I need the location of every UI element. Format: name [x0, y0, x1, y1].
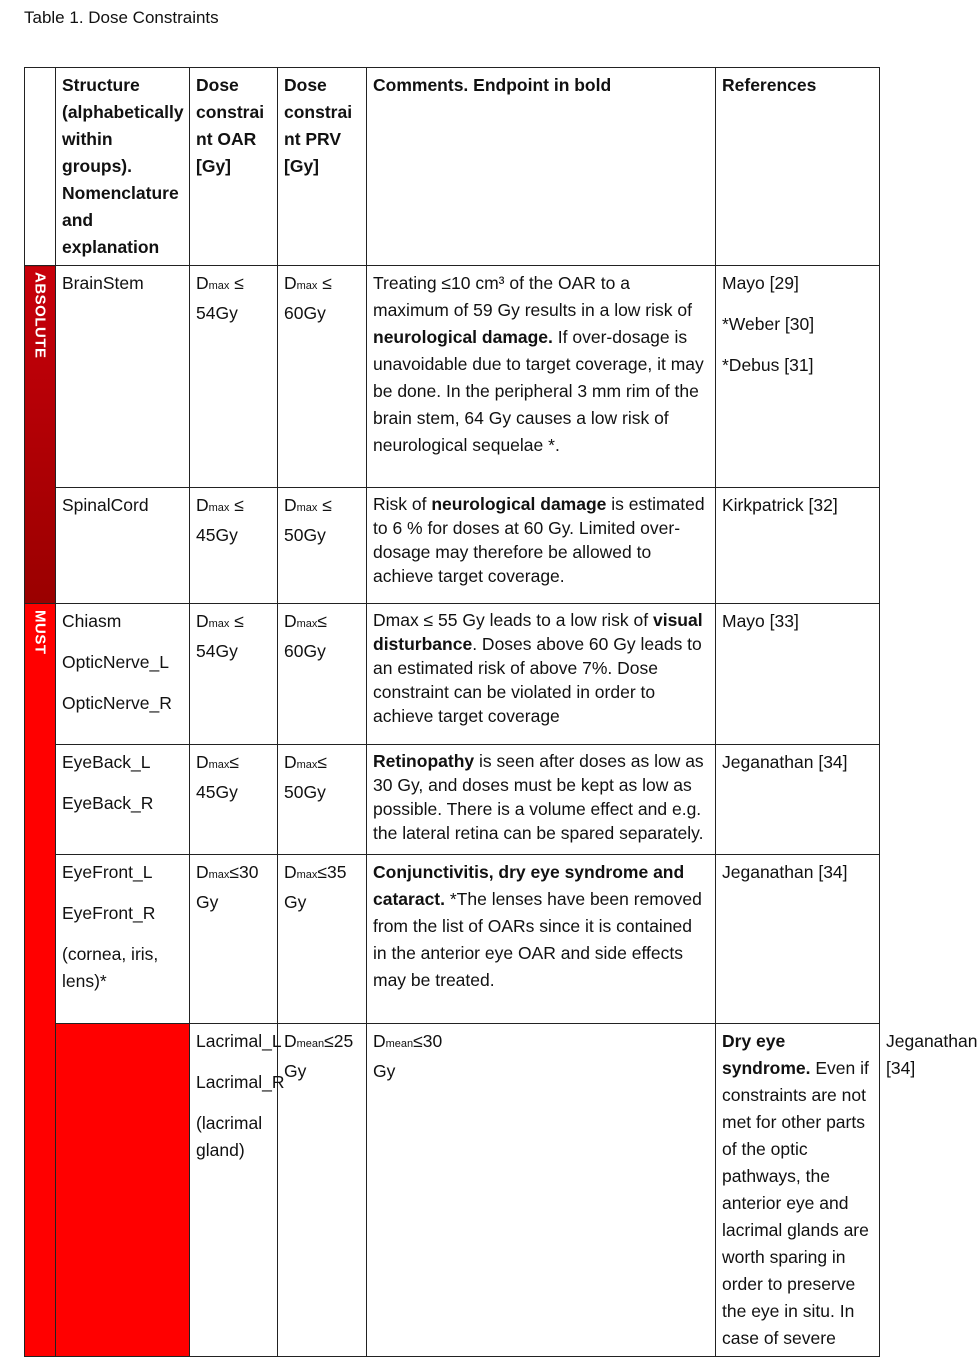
comment-text: is estimated to 6 % for doses at 60 Gy. Limited over-dosage may therefore be allowed to achieve target coverage. [373, 494, 705, 586]
prv-constraint-value: 60Gy [284, 303, 326, 323]
header-band-cell [25, 68, 56, 266]
comment-text: . Doses above 60 Gy leads to an estimated risk of above 7%. Dose constraint can be violated in order to achieve target coverage [373, 634, 702, 726]
oar-constraint-line [196, 749, 272, 779]
dose-symbol: D [284, 862, 297, 882]
comment-text: If over-dosage is unavoidable due to target coverage, it may be done. In the peripheral 3 mm rim of the brain stem, 64 Gy causes a low risk of neurological sequelae *. [373, 327, 704, 455]
oar-constraint-line [196, 270, 272, 300]
dose-subscript: mean [385, 1038, 414, 1050]
dose-symbol: D [284, 495, 297, 515]
oar-constraint-line [196, 608, 272, 638]
dose-operator: ≤ [229, 752, 240, 772]
oar-constraint-value: Gy [196, 892, 219, 912]
prv-constraint-line [284, 608, 361, 638]
comment-cell [367, 266, 716, 488]
oar-constraint-value: Gy [284, 1061, 307, 1081]
prv-constraint-line [284, 749, 361, 779]
structure-cell [56, 745, 190, 855]
dose-symbol: D [284, 611, 297, 631]
references-cell [716, 488, 880, 604]
table-row [25, 745, 880, 855]
dose-operator: ≤ [317, 752, 328, 772]
dose-symbol: D [196, 862, 209, 882]
dose-subscript: max [296, 502, 318, 514]
dose-operator: ≤ [317, 273, 332, 293]
prv-constraint-value: 50Gy [284, 525, 326, 545]
table-row: Lacrimal_L Lacrimal_R (lacrimal gland) Dmean≤25 Gy Dmean≤30 Gy Dry eye syndrome. Even if constraints are not met for other parts of the optic pathways, the anterior eye and lacrimal glands are worth sparing in order to preserve the eye in situ. In case of severe Jeganathan [34] [25, 1024, 880, 1357]
endpoint-text: Conjunctivitis, dry eye syndrome and cataract. [373, 862, 685, 909]
references-cell [716, 745, 880, 855]
dose-subscript: max [296, 869, 318, 881]
structure-name: Lacrimal_L [196, 1031, 282, 1051]
comment-text: is seen after doses as low as 30 Gy, and doses must be kept as low as possible. There is a volume effect and e.g. the lateral retina can be spared separately. [373, 751, 704, 843]
comment-text: Even if constraints are not met for other parts of the optic pathways, the anterior eye and lacrimal glands are worth sparing in order to preserve the eye in situ. In case of severe [722, 1058, 869, 1348]
oar-cell [190, 488, 278, 604]
prv-cell [278, 745, 367, 855]
dose-operator: ≤ [317, 611, 328, 631]
prv-constraint-value: Gy [373, 1061, 396, 1081]
dose-symbol: D [196, 495, 209, 515]
structure-name: Lacrimal_R [196, 1072, 285, 1092]
prv-constraint-line [284, 492, 361, 522]
endpoint-text: neurological damage. [373, 327, 553, 347]
dose-subscript: max [208, 759, 230, 771]
structure-name: OpticNerve_L [62, 652, 169, 672]
dose-symbol: D [284, 752, 297, 772]
comment-cell [367, 855, 716, 1024]
oar-cell [190, 604, 278, 745]
dose-subscript: max [296, 618, 318, 630]
oar-constraint-line [284, 1028, 361, 1058]
structure-cell [56, 266, 190, 488]
comment-cell [367, 745, 716, 855]
prv-cell [367, 1024, 716, 1357]
endpoint-text: Retinopathy [373, 751, 475, 771]
oar-cell [190, 266, 278, 488]
prv-cell [278, 266, 367, 488]
header-structure: Structure (alphabetically within groups). Nomenclature and explanation [56, 68, 190, 266]
prv-cell [278, 488, 367, 604]
dose-subscript: max [208, 869, 230, 881]
reference-item: Jeganathan [34] [722, 752, 848, 772]
dose-operator: ≤ [317, 495, 332, 515]
reference-item: Kirkpatrick [32] [722, 495, 838, 515]
dose-subscript: max [296, 280, 318, 292]
structure-name: EyeBack_R [62, 793, 154, 813]
references-cell [716, 266, 880, 488]
dose-subscript: max [208, 618, 230, 630]
references-cell [716, 604, 880, 745]
structure-name: SpinalCord [62, 495, 149, 515]
dose-subscript: max [208, 280, 230, 292]
structure-cell [56, 488, 190, 604]
endpoint-text: Dry eye syndrome. [722, 1031, 811, 1078]
endpoint-text: visual disturbance [373, 610, 703, 654]
structure-cell [190, 1024, 285, 1357]
dose-constraints-table [24, 67, 977, 1357]
prv-constraint-value: 60Gy [284, 641, 326, 661]
prv-constraint-line [284, 859, 361, 889]
oar-cell [190, 745, 278, 855]
dose-symbol: D [284, 273, 297, 293]
prv-cell [278, 604, 367, 745]
comment-text: Risk of [373, 494, 432, 514]
oar-constraint-line [196, 859, 272, 889]
oar-constraint-value: 45Gy [196, 525, 238, 545]
header-prv: Dose constrai nt PRV [Gy] [278, 68, 367, 266]
oar-constraint-line [196, 492, 272, 522]
oar-constraint-value: 54Gy [196, 303, 238, 323]
must-group-band-continued [56, 1024, 190, 1357]
comment-text: *The lenses have been removed from the list of OARs since it is contained in the anterior eye OAR and side effects may be treated. [373, 889, 702, 990]
absolute-group-band [25, 266, 56, 604]
header-comments: Comments. Endpoint in bold [367, 68, 716, 266]
dose-subscript: max [296, 759, 318, 771]
structure-name: Chiasm [62, 611, 122, 631]
dose-operator: ≤25 [324, 1031, 354, 1051]
oar-cell [278, 1024, 367, 1357]
prv-constraint-value: 50Gy [284, 782, 326, 802]
dose-symbol: D [196, 273, 209, 293]
references-cell [716, 855, 880, 1024]
structure-name: EyeFront_R [62, 903, 156, 923]
table-row [25, 488, 880, 604]
comment-text: Treating ≤10 cm³ of the OAR to a maximum of 59 Gy results in a low risk of [373, 273, 692, 320]
dose-operator: ≤30 [413, 1031, 443, 1051]
dose-subscript: mean [296, 1038, 325, 1050]
header-references: References [716, 68, 880, 266]
comment-cell [716, 1024, 880, 1357]
reference-item: *Debus [31] [722, 355, 814, 375]
structure-name: EyeFront_L [62, 862, 153, 882]
reference-item: Jeganathan [34] [722, 862, 848, 882]
comment-cell [367, 488, 716, 604]
reference-item: *Weber [30] [722, 314, 815, 334]
structure-cell [56, 855, 190, 1024]
header-row [25, 68, 880, 266]
table-row [25, 266, 880, 488]
dose-operator: ≤30 [229, 862, 259, 882]
dose-symbol: D [196, 752, 209, 772]
dose-operator: ≤ [229, 495, 244, 515]
prv-constraint-line [373, 1028, 710, 1058]
table-row [25, 604, 880, 745]
endpoint-text: neurological damage [431, 494, 607, 514]
comment-text: Dmax ≤ 55 Gy leads to a low risk of [373, 610, 653, 630]
header-oar: Dose constrai nt OAR [Gy] [190, 68, 278, 266]
dose-subscript: max [208, 502, 230, 514]
table-caption: Table 1. Dose Constraints [24, 8, 219, 27]
prv-cell [278, 855, 367, 1024]
structure-name: (lacrimal gland) [196, 1113, 263, 1160]
dose-symbol: D [373, 1031, 386, 1051]
prv-constraint-value: Gy [284, 892, 307, 912]
oar-constraint-value: 45Gy [196, 782, 238, 802]
structure-name: EyeBack_L [62, 752, 151, 772]
prv-constraint-line [284, 270, 361, 300]
structure-cell [56, 604, 190, 745]
structure-name: BrainStem [62, 273, 144, 293]
absolute-group-label: ABSOLUTE [31, 272, 49, 359]
reference-item: Mayo [33] [722, 611, 799, 631]
table-row [25, 855, 880, 1024]
dose-operator: ≤35 [317, 862, 347, 882]
dose-operator: ≤ [229, 611, 244, 631]
structure-name: OpticNerve_R [62, 693, 172, 713]
reference-item: Mayo [29] [722, 273, 799, 293]
must-group-label: MUST [31, 610, 49, 655]
structure-name: (cornea, iris, lens)* [62, 944, 159, 991]
must-group-band [25, 604, 56, 1357]
dose-operator: ≤ [229, 273, 244, 293]
oar-cell [190, 855, 278, 1024]
dose-symbol: D [196, 611, 209, 631]
oar-constraint-value: 54Gy [196, 641, 238, 661]
dose-symbol: D [284, 1031, 297, 1051]
comment-cell [367, 604, 716, 745]
